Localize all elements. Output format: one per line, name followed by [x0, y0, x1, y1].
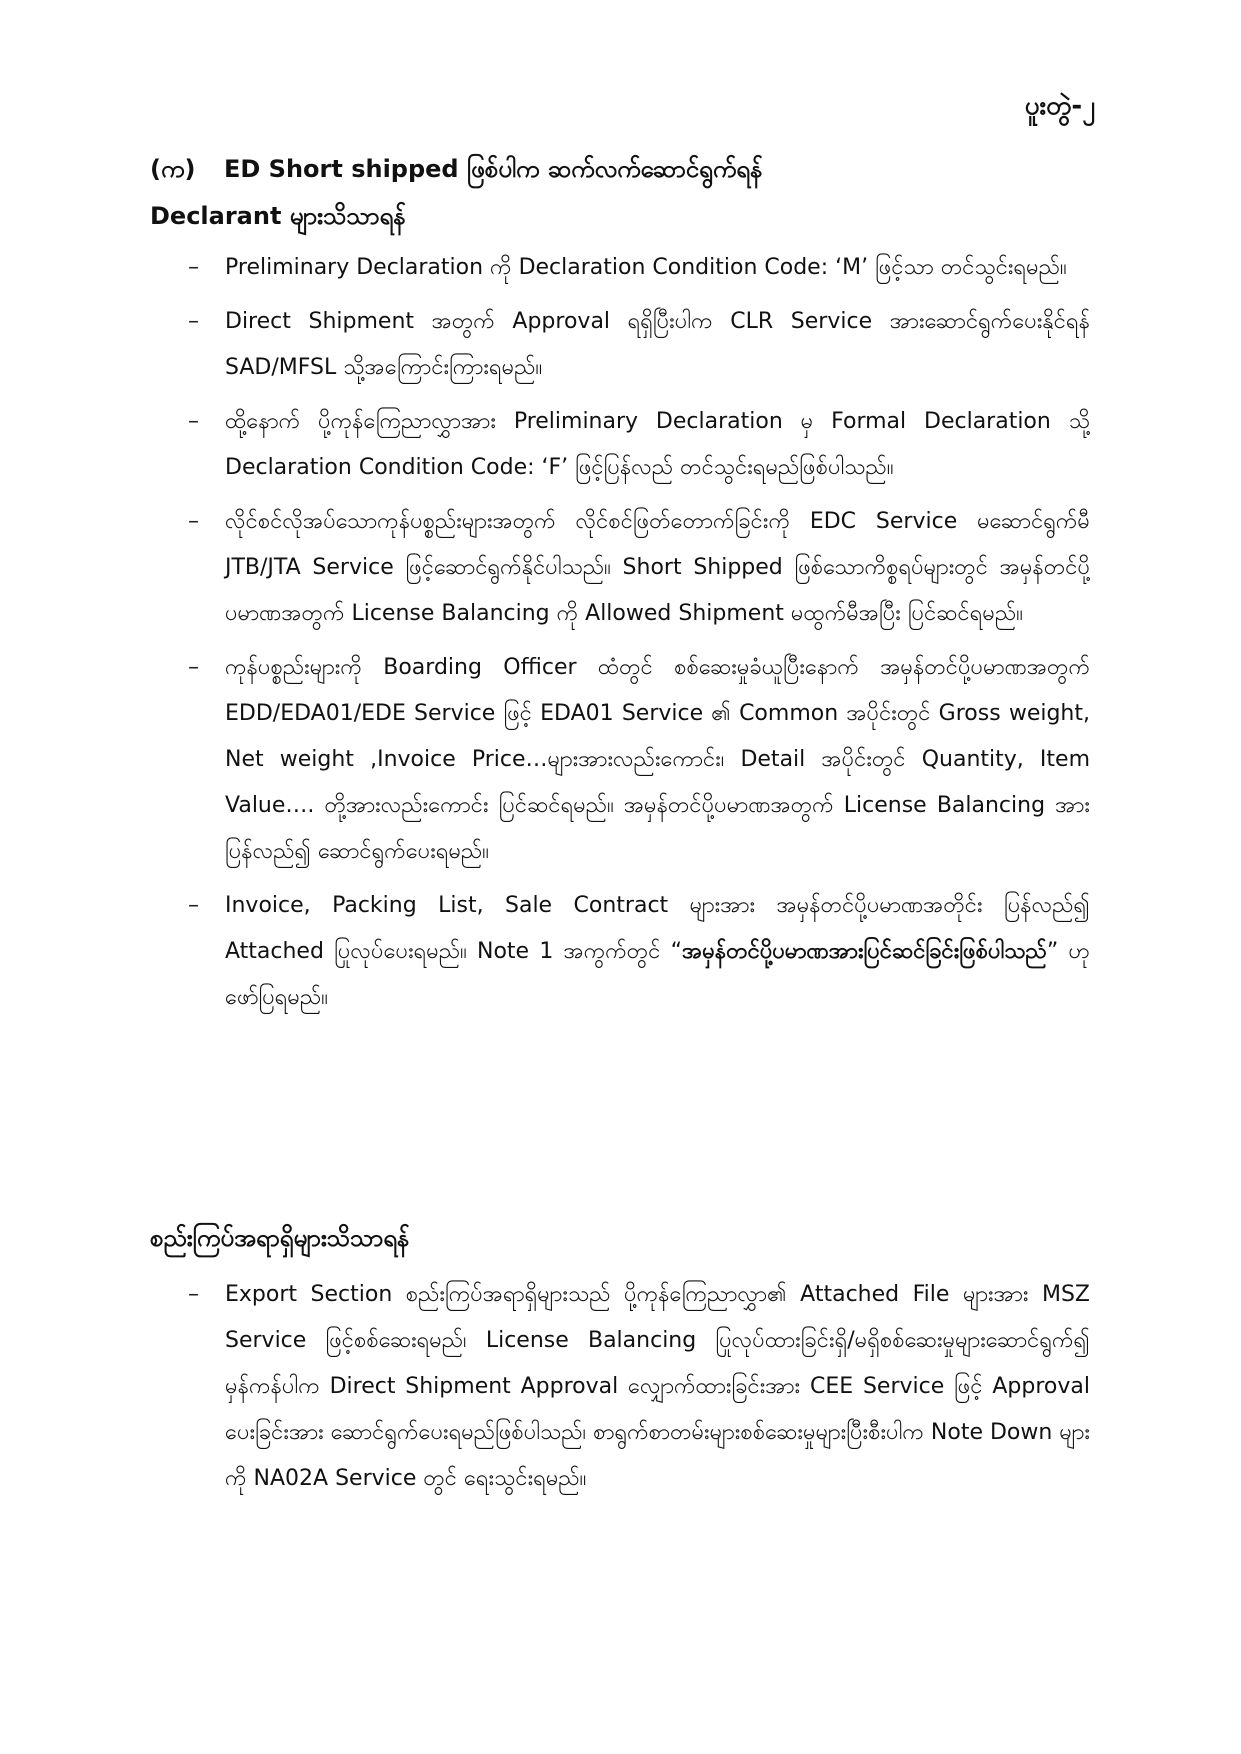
list-item — [0, 645, 1090, 875]
declarant-list — [0, 245, 1241, 1029]
item-text: Direct Shipment အတွက် Approval ရရှိပြီးပါက CLR Service အားဆောင်ရွက်ပေးနိုင်ရန် SAD/MFSL သို့အကြောင်းကြားရမည်။ — [225, 309, 1090, 380]
bullet: – — [188, 1282, 199, 1307]
bullet: – — [188, 509, 199, 534]
list-item — [0, 499, 1090, 637]
item-text: လိုင်စင်လိုအပ်သောကုန်ပစ္စည်းများအတွက် လိုင်စင်ဖြတ်တောက်ခြင်းကို EDC Service မဆောင်ရွက်မီ JTB/JTA Service ဖြင့်ဆောင်ရွက်နိုင်ပါသည်။ Short Shipped ဖြစ်သောကိစ္စရပ်များတွင် အမှန်တင်ပို့ပမာဏအတွက် License Balancing ကို Allowed Shipment မထွက်မီအပြီး ပြင်ဆင်ရမည်။ — [225, 509, 1090, 626]
annex-label: ပူးတွဲ-၂ — [1024, 91, 1095, 121]
item-text: Export Section စည်းကြပ်အရာရှိများသည် ပို့ကုန်ကြေညာလွှာ၏ Attached File များအား MSZ Service ဖြင့်စစ်ဆေးရမည်၊ License Balancing ပြုလုပ်ထားခြင်းရှိ/မရှိစစ်ဆေးမှုများဆောင်ရွက်၍ မှန်ကန်ပါက Direct Shipment Approval လျှောက်ထားခြင်းအား CEE Service ဖြင့် Approval ပေးခြင်းအား ဆောင်ရွက်ပေးရမည်ဖြစ်ပါသည်၊ စာရွက်စာတမ်းများစစ်ဆေးမှုများပြီးစီးပါက Note Down များကို NA02A Service တွင် ရေးသွင်းရမည်။ — [225, 1282, 1091, 1491]
list-item — [0, 399, 1090, 491]
section-a-marker: (က) — [150, 155, 196, 183]
item-text: Preliminary Declaration ကို Declaration Condition Code: ‘M’ ဖြင့်သာ တင်သွင်းရမည်။ — [225, 255, 1067, 280]
officer-list — [0, 1272, 1241, 1510]
bullet: – — [188, 309, 199, 334]
list-item — [0, 299, 1090, 391]
section-a-title: ED Short shipped ဖြစ်ပါက ဆက်လက်ဆောင်ရွက်ရန် — [224, 155, 763, 183]
bullet: – — [188, 255, 199, 280]
item-text-after: ” ဟု ဖော်ပြရမည်။ — [225, 939, 1090, 1010]
bullet: – — [188, 409, 199, 434]
item-text-bold: အမှန်တင်ပို့ပမာဏအားပြင်ဆင်ခြင်းဖြစ်ပါသည် — [682, 939, 1047, 964]
bullet: – — [188, 655, 199, 680]
declarant-heading: Declarant များသိသာရန် — [150, 202, 406, 230]
item-text: ကုန်ပစ္စည်းများကို Boarding Officer ထံတွင် စစ်ဆေးမှုခံယူပြီးနောက် အမှန်တင်ပို့ပမာဏအတွက် EDD/EDA01/EDE Service ဖြင့် EDA01 Service ၏ Common အပိုင်းတွင် Gross weight, Net weight ,Invoice Price…များအားလည်းကောင်း၊ Detail အပိုင်းတွင် Quantity, Item Value…. တို့အားလည်းကောင်း ပြင်ဆင်ရမည်။ အမှန်တင်ပို့ပမာဏအတွက် License Balancing အား ပြန်လည်၍ ဆောင်ရွက်ပေးရမည်။ — [225, 655, 1090, 864]
bullet: – — [188, 893, 199, 918]
section-a-heading — [150, 153, 763, 189]
item-text-before: Invoice, Packing List, Sale Contract များအား အမှန်တင်ပို့ပမာဏအတိုင်း ပြန်လည်၍ Attached ပြုလုပ်ပေးရမည်။ Note 1 အကွက်တွင် “ — [225, 893, 1090, 964]
list-item — [0, 883, 1090, 1021]
list-item — [0, 245, 1090, 291]
item-text: ထို့နောက် ပို့ကုန်ကြေညာလွှာအား Preliminary Declaration မှ Formal Declaration သို့ Declaration Condition Code: ‘F’ ဖြင့်ပြန်လည် တင်သွင်းရမည်ဖြစ်ပါသည်။ — [225, 409, 1090, 480]
officer-heading: စည်းကြပ်အရာရှိများသိသာရန် — [150, 1224, 410, 1252]
list-item — [0, 1272, 1090, 1502]
